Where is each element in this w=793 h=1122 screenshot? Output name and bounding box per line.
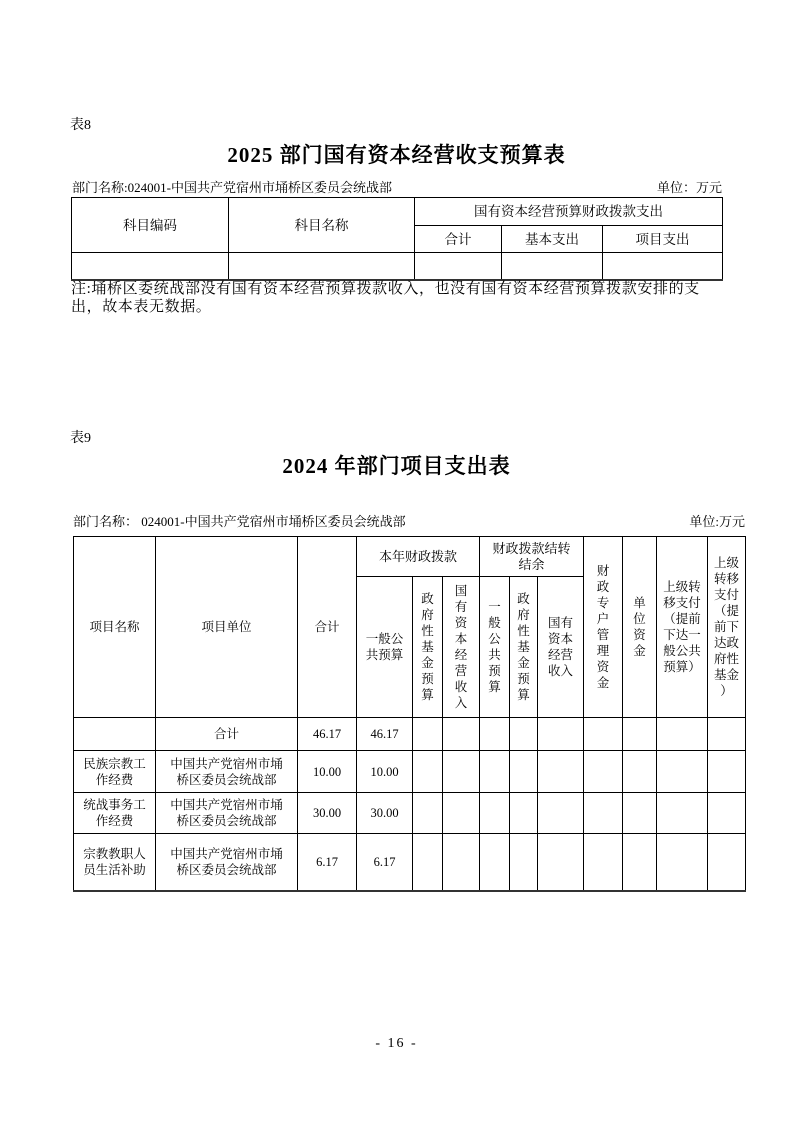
cell-empty [502,253,603,280]
col-header-carryover-state-capital-income: 国有资本经营收入 [538,577,584,718]
cell-carryover-state-capital [538,718,584,751]
col-header-unit-funds: 单位资金 [623,537,657,718]
cell-fiscal-special [584,718,623,751]
cell-total: 6.17 [298,834,357,891]
table9-header-row-1 [74,537,746,577]
table-row [74,834,746,891]
cell-empty [415,253,502,280]
cell-carryover-general [480,718,510,751]
cell-carryover-state-capital [538,751,584,793]
col-header-carryover-gov-fund-budget: 政府性基金预算 [510,577,538,718]
cell-carryover-gov-fund [510,834,538,891]
cell-fiscal-special [584,834,623,891]
cell-current-general: 10.00 [357,751,413,793]
cell-current-state-capital [443,793,480,834]
cell-transfer-gov-fund [708,793,746,834]
cell-current-state-capital [443,834,480,891]
table8-meta [72,177,722,196]
cell-carryover-gov-fund [510,751,538,793]
cell-unit-funds [623,793,657,834]
cell-unit-funds [623,834,657,891]
cell-project-name: 统战事务工作经费 [74,793,156,834]
col-header-state-capital-group: 国有资本经营预算财政拨款支出 [415,198,723,226]
col-header-project-name: 项目名称 [74,537,156,718]
table8 [71,197,723,281]
table8-note: 注:埇桥区委统战部没有国有资本经营预算拨款收入，也没有国有资本经营预算拨款安排的支出，故本表无数据。 [71,281,700,315]
col-header-transfer-general-budget: 上级转移支付（提前下达一般公共预算） [657,537,708,718]
table8-header-row-1 [72,198,723,226]
col-header-current-general-budget: 一般公共预算 [357,577,413,718]
table8-unit-label: 单位：万元 [656,180,722,195]
cell-unit-funds [623,751,657,793]
cell-fiscal-special [584,793,623,834]
cell-current-gov-fund [413,751,443,793]
col-header-current-state-capital-income: 国有资本经营收入 [443,577,480,718]
cell-carryover-general [480,793,510,834]
col-header-subject-name: 科目名称 [229,198,415,253]
cell-project-name: 宗教教职人员生活补助 [74,834,156,891]
table9-label: 表9 [70,431,91,446]
col-group-carryover-surplus: 财政拨款结转结余 [480,537,584,577]
cell-project-unit: 合计 [156,718,298,751]
table9-unit-label: 单位:万元 [689,514,745,529]
cell-total: 46.17 [298,718,357,751]
cell-total: 10.00 [298,751,357,793]
cell-current-state-capital [443,751,480,793]
col-header-basic-expenditure: 基本支出 [502,226,603,253]
cell-transfer-general [657,793,708,834]
table-row-total [74,718,746,751]
cell-current-general: 46.17 [357,718,413,751]
cell-current-general: 6.17 [357,834,413,891]
col-header-project-expenditure: 项目支出 [603,226,723,253]
cell-empty [603,253,723,280]
cell-unit-funds [623,718,657,751]
table8-department-name: 部门名称:024001-中国共产党宿州市埇桥区委员会统战部 [72,180,392,195]
cell-empty [72,253,229,280]
cell-current-gov-fund [413,793,443,834]
cell-project-unit: 中国共产党宿州市埇桥区委员会统战部 [156,834,298,891]
cell-transfer-general [657,751,708,793]
cell-project-name: 民族宗教工作经费 [74,751,156,793]
table8-empty-row [72,253,723,280]
cell-fiscal-special [584,751,623,793]
table-row [74,751,746,793]
cell-carryover-state-capital [538,834,584,891]
cell-transfer-general [657,718,708,751]
col-header-transfer-gov-fund: 上级转移支付（提前下达政府性基金） [708,537,746,718]
table9 [73,536,746,892]
cell-transfer-gov-fund [708,718,746,751]
col-header-subject-code: 科目编码 [72,198,229,253]
cell-current-general: 30.00 [357,793,413,834]
cell-project-unit: 中国共产党宿州市埇桥区委员会统战部 [156,793,298,834]
cell-project-name [74,718,156,751]
col-header-total: 合计 [415,226,502,253]
cell-transfer-gov-fund [708,751,746,793]
col-group-current-year-allocation: 本年财政拨款 [357,537,480,577]
cell-carryover-gov-fund [510,793,538,834]
table8-label: 表8 [70,118,91,133]
cell-project-unit: 中国共产党宿州市埇桥区委员会统战部 [156,751,298,793]
cell-carryover-state-capital [538,793,584,834]
cell-current-gov-fund [413,718,443,751]
cell-carryover-general [480,834,510,891]
cell-transfer-gov-fund [708,834,746,891]
col-header-carryover-general-budget: 一般公共预算 [480,577,510,718]
col-header-fiscal-special-account: 财政专户管理资金 [584,537,623,718]
cell-current-state-capital [443,718,480,751]
col-header-total: 合计 [298,537,357,718]
cell-total: 30.00 [298,793,357,834]
cell-carryover-general [480,751,510,793]
table9-department-name: 部门名称： 024001-中国共产党宿州市埇桥区委员会统战部 [73,514,406,529]
table9-meta [73,511,745,530]
table8-title: 2025 部门国有资本经营收支预算表 [227,143,566,167]
cell-transfer-general [657,834,708,891]
col-header-project-unit: 项目单位 [156,537,298,718]
table9-title: 2024 年部门项目支出表 [282,454,511,478]
col-header-current-gov-fund-budget: 政府性基金预算 [413,577,443,718]
cell-current-gov-fund [413,834,443,891]
table-row [74,793,746,834]
cell-empty [229,253,415,280]
cell-carryover-gov-fund [510,718,538,751]
page-number: - 16 - [375,1036,418,1051]
